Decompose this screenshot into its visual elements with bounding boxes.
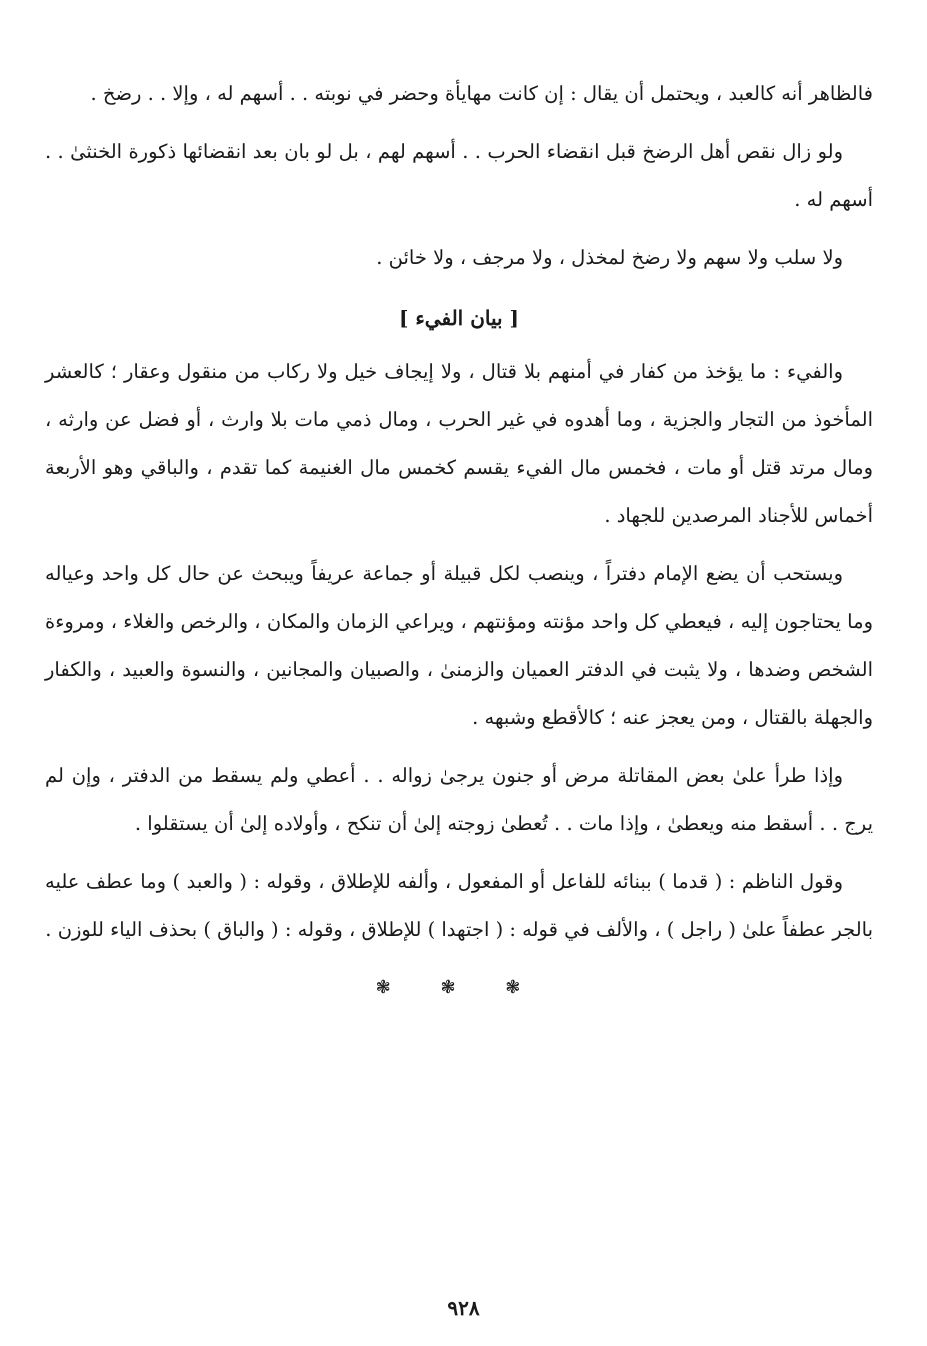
paragraph-2: ولو زال نقص أهل الرضخ قبل انقضاء الحرب . . أسهم لهم ، بل لو بان بعد انقضائها ذكورة الخنثىٰ . . أسهم له . xyxy=(45,140,873,211)
paragraph-5: ويستحب أن يضع الإمام دفتراً ، وينصب لكل قبيلة أو جماعة عريفاً ويبحث عن حال كل واحد وعياله وما يحتاجون إليه ، فيعطي كل واحد مؤنته ومؤنتهم ، ويراعي الزمان والمكان ، والرخص والغلاء ، ومروءة الشخص وضدها ، ولا يثبت في الدفتر العميان والزمنىٰ ، والصبيان والمجانين ، والنسوة والعبيد ، والكفار والجهلة بالقتال ، ومن يعجز عنه ؛ كالأقطع وشبهه . xyxy=(45,562,873,729)
paragraph-1: فالظاهر أنه كالعبد ، ويحتمل أن يقال : إن كانت مهايأة وحضر في نوبته . . أسهم له ، وإلا . . رضخ . xyxy=(90,82,873,105)
page-body xyxy=(45,70,873,1012)
page-number: ٩٢٨ xyxy=(447,1296,480,1320)
section-separator: ❃ ❃ ❃ xyxy=(375,977,543,998)
paragraph-7: وقول الناظم : ( قدما ) ببنائه للفاعل أو المفعول ، وألفه للإطلاق ، وقوله : ( والعبد ) وما عطف عليه بالجر عطفاً علىٰ ( راجل ) ، والألف في قوله : ( اجتهدا ) للإطلاق ، وقوله : ( والباق ) بحذف الياء للوزن . xyxy=(45,870,873,941)
paragraph-3: ولا سلب ولا سهم ولا رضخ لمخذل ، ولا مرجف ، ولا خائن . xyxy=(376,246,843,269)
paragraph-6: وإذا طرأ علىٰ بعض المقاتلة مرض أو جنون يرجىٰ زواله . . أعطي ولم يسقط من الدفتر ، وإن لم يرج . . أسقط منه ويعطىٰ ، وإذا مات . . تُعطىٰ زوجته إلىٰ أن تنكح ، وأولاده إلىٰ أن يستقلوا . xyxy=(45,764,873,835)
paragraph-4: والفيء : ما يؤخذ من كفار في أمنهم بلا قتال ، ولا إيجاف خيل ولا ركاب من منقول وعقار ؛ كالعشر المأخوذ من التجار والجزية ، وما أهدوه في غير الحرب ، ومال ذمي مات بلا وارث ، أو فضل عن وارثه ، ومال مرتد قتل أو مات ، فخمس مال الفيء يقسم كخمس مال الغنيمة كما تقدم ، والباقي وهو الأربعة أخماس للأجناد المرصدين للجهاد . xyxy=(45,360,873,527)
section-heading: [ بيان الفيء ] xyxy=(398,306,520,330)
